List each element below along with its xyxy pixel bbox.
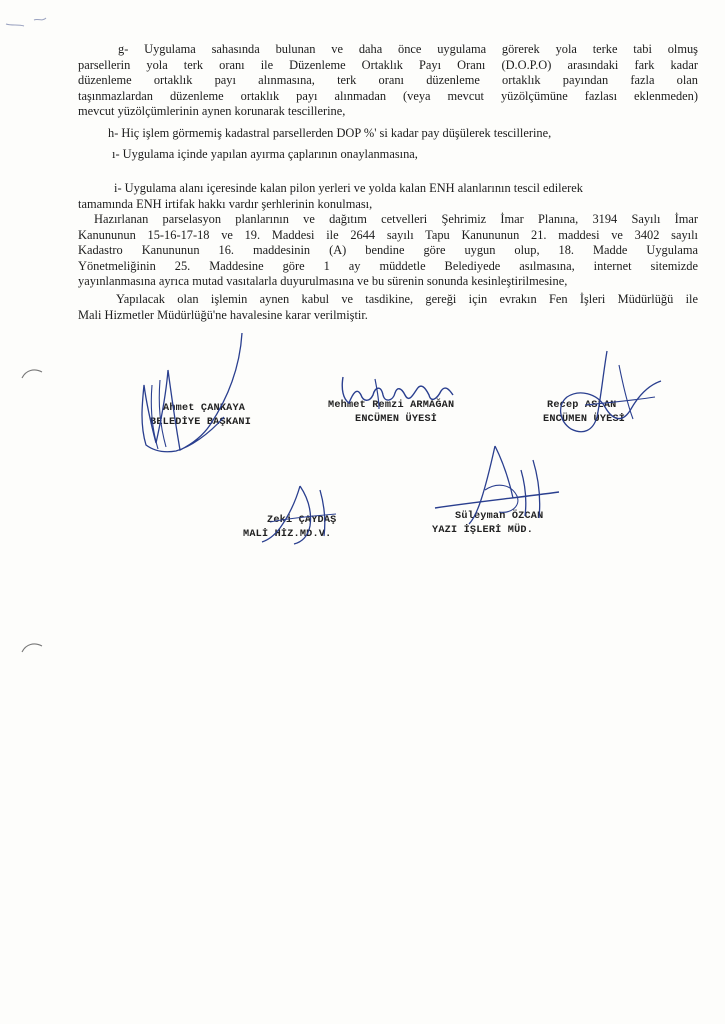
signature-1-scribble [130,325,270,460]
item-i-line: i- Uygulama alanı içeresinde kalan pilon yerleri ve yolda kalan ENH alanlarının tescil edilerek [114,181,583,195]
item-g-line: mevcut yüzölçümlerinin aynen korunarak tescillerine, [78,104,346,119]
item-i-paragraph [78,181,698,212]
item-g-line: düzenleme ortaklık payı alınmasına, terk oranı düzenleme ortaklık payından fazla olan [78,73,698,88]
decision-line: Mali Hizmetler Müdürlüğü'ne havalesine karar verilmiştir. [78,307,368,322]
punch-hole-mark [20,640,44,656]
plan-paragraph [78,212,698,290]
plan-line: Kanununun 15-16-17-18 ve 19. Maddesi ile 2644 sayılı Tapu Kanununun 21. maddesi ve 3402 sayılı [78,227,698,242]
item-i-dotless-line: ı- Uygulama içinde yapılan ayırma çaplarının onaylanmasına, [112,147,418,161]
plan-line: Yönetmeliğinin 25. Maddesine göre 1 ay müddetle Belediyede asılmasına, internet sitemizde [78,258,698,273]
signatory-2-name: Mehmet Remzi ARMAĞAN [328,400,455,411]
item-g-line: parsellerin yola terk oranı ile Düzenleme Ortaklık Payı Oranı (D.O.P.O) arasındaki fark kadar [78,57,698,72]
signatory-2-title: ENCÜMEN ÜYESİ [355,414,438,425]
signatory-5-name: Süleyman ÖZCAN [455,511,544,522]
item-g-line: taşınmazlardan düzenleme ortaklık payı alınmadan (veya mevcut yüzölçümüne fazlası eklenmeden) [78,88,698,103]
item-h-paragraph [78,126,698,142]
item-h-line: h- Hiç işlem görmemiş kadastral parsellerden DOP %' si kadar pay düşülerek tescillerine, [108,126,552,140]
signatory-1-name: Ahmet ÇANKAYA [163,403,246,414]
item-i-dotless-paragraph [78,147,698,163]
decision-paragraph [78,292,698,323]
punch-hole-mark [20,366,44,382]
signatory-5-title: YAZI İŞLERİ MÜD. [432,525,534,536]
plan-line: Kadastro Kanununun 16. maddesinin (A) bendine göre uygun olup, 18. Madde Uygulama [78,243,698,258]
signatory-3-title: ENCÜMEN ÜYESİ [543,414,626,425]
signatory-4-title: MALİ HİZ.MD.V. [243,529,332,540]
item-g-line: g- Uygulama sahasında bulunan ve daha önce uygulama görerek yola terke tabi olmuş [118,42,698,56]
plan-line: yayınlanmasına ayrıca mutad vasıtalarla duyurulmasına ve bu sürenin sonunda kesinleştirilmesine, [78,274,568,289]
signature-3-scribble [545,345,670,440]
signatory-1-title: BELEDİYE BAŞKANI [150,417,252,428]
decision-line: Yapılacak olan işlemin aynen kabul ve tasdikine, gereği için evrakın Fen İşleri Müdürlüğü ile [116,292,698,306]
item-i-line: tamamında ENH irtifak hakkı vardır şerhlerinin konulması, [78,196,373,211]
signatory-4-name: Zeki ÇAYDAŞ [267,515,337,526]
corner-scan-mark [4,14,50,34]
item-g-paragraph [78,42,698,120]
plan-line: Hazırlanan parselasyon planlarının ve dağıtım cetvelleri Şehrimiz İmar Planına, 3194 Sayılı İmar [94,212,698,226]
signatory-3-name: Recep ASLAN [547,400,617,411]
